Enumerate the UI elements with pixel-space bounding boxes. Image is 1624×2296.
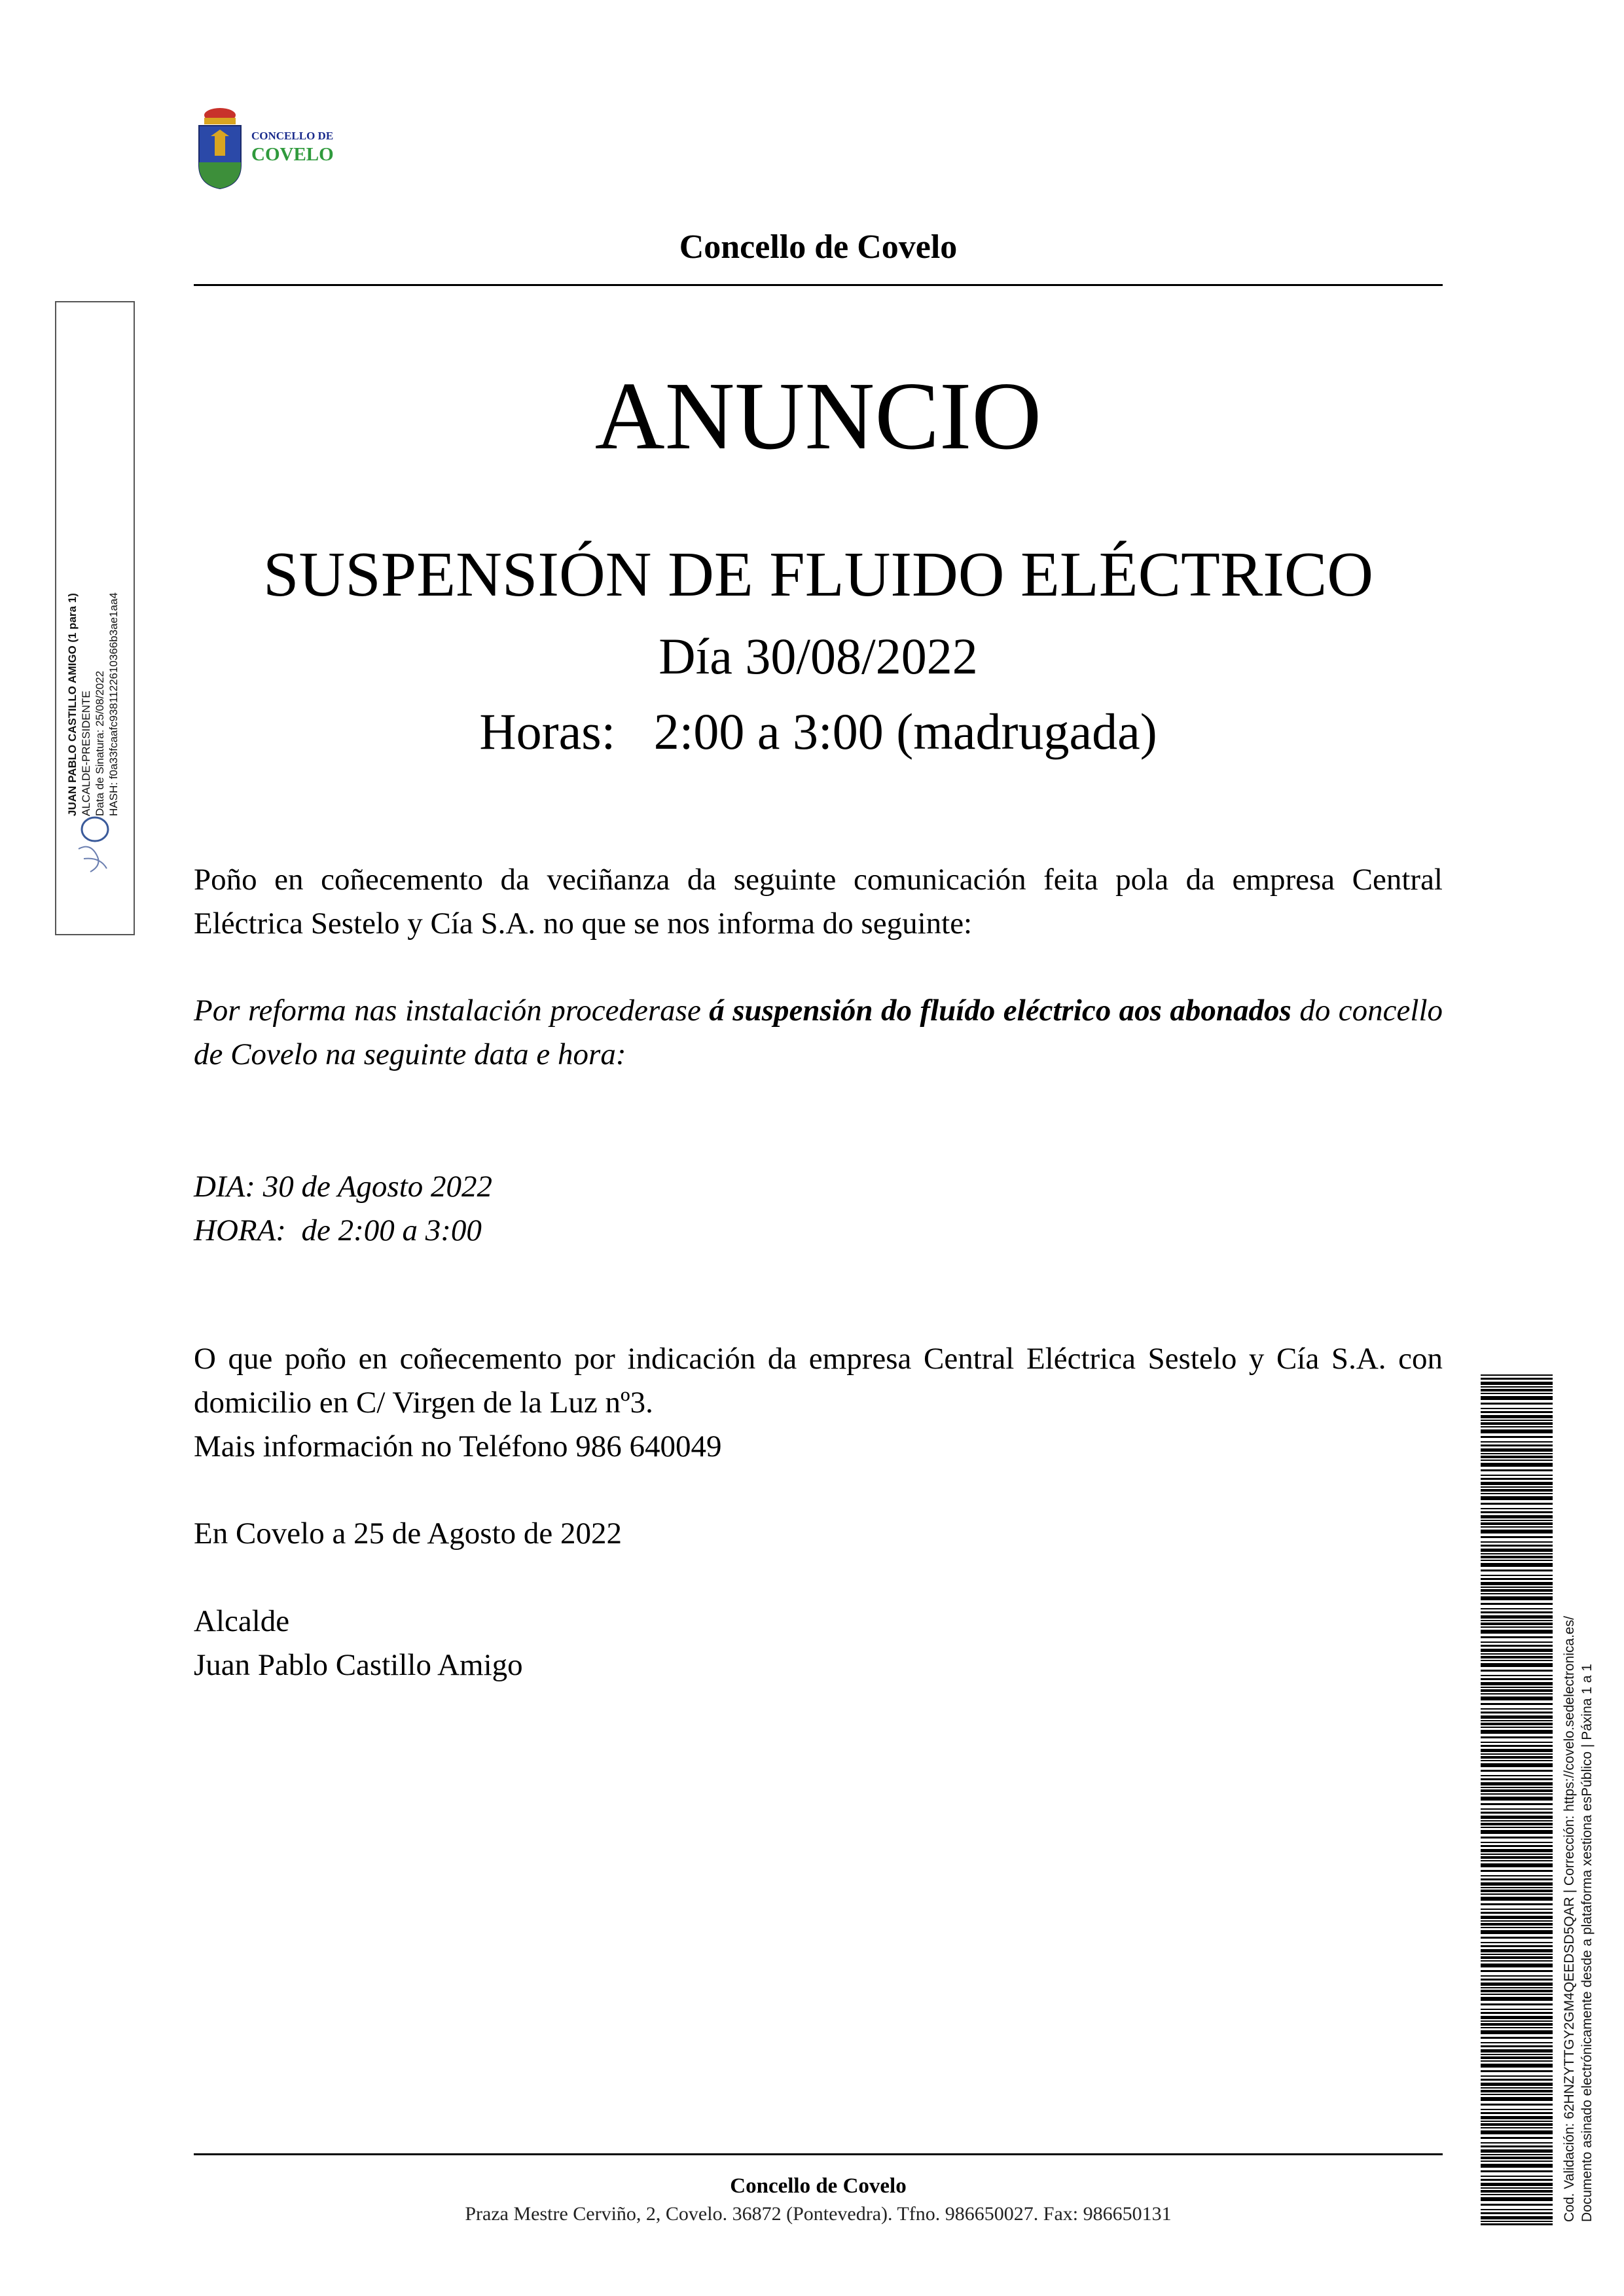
coat-of-arms-icon — [194, 105, 246, 193]
barcode-bar — [1481, 1623, 1553, 1625]
barcode-bar — [1481, 1778, 1553, 1780]
barcode-bar — [1481, 2020, 1553, 2022]
barcode-bar — [1481, 1608, 1553, 1609]
barcode-bar — [1481, 1875, 1553, 1876]
dia-line: DIA: 30 de Agosto 2022 — [194, 1170, 493, 1204]
barcode-bar — [1481, 1563, 1553, 1567]
barcode-bar — [1481, 2060, 1553, 2062]
barcode-bar — [1481, 2064, 1553, 2068]
barcode-bar — [1481, 1675, 1553, 1676]
barcode-bar — [1481, 1912, 1553, 1914]
barcode-bar — [1481, 1987, 1553, 1988]
barcode-bar — [1481, 1475, 1553, 1476]
barcode-bar — [1481, 1820, 1553, 1821]
barcode-bar — [1481, 1411, 1553, 1413]
signature-date: Data de Sinatura: 25/08/2022 — [94, 670, 106, 816]
barcode-bar — [1481, 1787, 1553, 1788]
header-divider — [194, 284, 1443, 286]
barcode-bar — [1481, 1582, 1553, 1585]
barcode-bar — [1481, 1496, 1553, 1500]
barcode-bar — [1481, 1663, 1553, 1667]
barcode-bar — [1481, 2221, 1553, 2222]
barcode-bar — [1481, 1460, 1553, 1461]
barcode-bar — [1481, 2075, 1553, 2077]
barcode-bar — [1481, 1520, 1553, 1521]
barcode-bar — [1481, 2190, 1553, 2193]
barcode-bar — [1481, 1982, 1553, 1986]
barcode-bar — [1481, 1849, 1553, 1852]
logo-line-1: CONCELLO DE — [251, 130, 334, 142]
validation-text — [1561, 1371, 1596, 2222]
barcode-bar — [1481, 2116, 1553, 2119]
barcode-bar — [1481, 2123, 1553, 2126]
barcode-bar — [1481, 2137, 1553, 2139]
header-title: Concello de Covelo — [679, 228, 958, 266]
barcode-bar — [1481, 1945, 1553, 1947]
barcode-bar — [1481, 2104, 1553, 2106]
barcode-bar — [1481, 1823, 1553, 1825]
barcode-bar — [1481, 2161, 1553, 2162]
barcode-bar — [1481, 1556, 1553, 1558]
barcode-bar — [1481, 2157, 1553, 2159]
barcode-bar — [1481, 1456, 1553, 1458]
barcode-bar — [1481, 2027, 1553, 2028]
barcode-bar — [1481, 1890, 1553, 1892]
barcode-bar — [1481, 1760, 1553, 1761]
barcode-bar — [1481, 1860, 1553, 1861]
barcode-bar — [1481, 1715, 1553, 1719]
barcode-bar — [1481, 1975, 1553, 1977]
barcode-bar — [1481, 1789, 1553, 1792]
barcode-bar — [1481, 1745, 1553, 1747]
barcode-bar — [1481, 1541, 1553, 1543]
barcode-bar — [1481, 2090, 1553, 2092]
barcode-bar — [1481, 1775, 1553, 1776]
barcode-bar — [1481, 1636, 1553, 1638]
validation-line-1: Cod. Validación: 62HNZYTTGY2GM4QEEDSD5QAR | Corrección: https://covelo.sedelectronica.es/ — [1562, 1616, 1577, 2222]
barcode-bar — [1481, 2112, 1553, 2114]
signature-box — [55, 301, 135, 935]
barcode-bar — [1481, 1812, 1553, 1814]
barcode-bar — [1481, 2154, 1553, 2155]
barcode-bar — [1481, 1396, 1553, 1400]
barcode-bar — [1481, 1522, 1553, 1525]
barcode-bar — [1481, 1979, 1553, 1981]
barcode-bar — [1481, 1575, 1553, 1576]
barcode-bar — [1481, 2012, 1553, 2014]
place-date: En Covelo a 25 de Agosto de 2022 — [194, 1516, 623, 1551]
barcode-bar — [1481, 1530, 1553, 1534]
barcode-bar — [1481, 2130, 1553, 2134]
barcode-bar — [1481, 1587, 1553, 1588]
barcode-bar — [1481, 1882, 1553, 1886]
barcode-bar — [1481, 2204, 1553, 2206]
barcode-bar — [1481, 1693, 1553, 1695]
barcode-bar — [1481, 2079, 1553, 2081]
barcode-bar — [1481, 1469, 1553, 1471]
barcode-bar — [1481, 1887, 1553, 1888]
barcode-bar — [1481, 1429, 1553, 1433]
barcode-bar — [1481, 1689, 1553, 1692]
barcode-bar — [1481, 1687, 1553, 1688]
barcode-bar — [1481, 1444, 1553, 1446]
notice-hours: Horas: 2:00 a 3:00 (madrugada) — [479, 703, 1157, 760]
barcode-bar — [1481, 1942, 1553, 1943]
barcode-bar — [1481, 1515, 1553, 1518]
barcode-bar — [1481, 1453, 1553, 1454]
quote-pre: Por reforma nas instalación procederase — [194, 994, 710, 1028]
barcode-bar — [1481, 1816, 1553, 1819]
barcode-bar — [1481, 2145, 1553, 2147]
barcode-bar — [1481, 1923, 1553, 1926]
barcode-bar — [1481, 1903, 1553, 1905]
barcode-bar — [1481, 1742, 1553, 1743]
barcode-bar — [1481, 1797, 1553, 1801]
barcode-bar — [1481, 1930, 1553, 1934]
barcode-bar — [1481, 1870, 1553, 1872]
barcode-bar — [1481, 1893, 1553, 1895]
barcode-bar — [1481, 1549, 1553, 1552]
barcode-bar — [1481, 2037, 1553, 2039]
barcode-bar — [1481, 2109, 1553, 2110]
barcode-bar — [1481, 1611, 1553, 1613]
quote-post: do concello de Covelo na seguinte data e hora: — [194, 994, 1443, 1071]
signer-name: Juan Pablo Castillo Amigo — [194, 1648, 523, 1682]
barcode-bar — [1481, 2164, 1553, 2168]
barcode-bar — [1481, 1426, 1553, 1427]
barcode-bar — [1481, 2121, 1553, 2122]
barcode-bar — [1481, 2009, 1553, 2010]
barcode-bar — [1481, 1589, 1553, 1592]
barcode-bar — [1481, 1393, 1553, 1394]
barcode-bar — [1481, 2209, 1553, 2210]
barcode-bar — [1481, 2179, 1553, 2181]
barcode-bar — [1481, 1660, 1553, 1661]
barcode-bar — [1481, 1723, 1553, 1725]
barcode-bar — [1481, 1420, 1553, 1421]
barcode-bar — [1481, 1808, 1553, 1810]
barcode-bar — [1481, 1593, 1553, 1594]
barcode-bar — [1481, 1782, 1553, 1785]
barcode-bar — [1481, 1842, 1553, 1843]
barcode-bar — [1481, 2070, 1553, 2072]
barcode-bar — [1481, 1596, 1553, 1600]
barcode-bar — [1481, 1916, 1553, 1919]
hora-line: HORA: de 2:00 a 3:00 — [194, 1213, 482, 1247]
barcode-bar — [1481, 2045, 1553, 2047]
barcode-bar — [1481, 1408, 1553, 1409]
intro-paragraph: Poño en coñecemento da veciñanza da seguinte comunicación feita pola da empresa Central Eléctrica Sestelo y Cía S.A. no que se nos informa do seguinte: — [194, 863, 1443, 941]
barcode-bar — [1481, 2187, 1553, 2189]
barcode-bar — [1481, 1378, 1553, 1380]
barcode-bar — [1481, 1656, 1553, 1659]
barcode-icon — [1481, 1374, 1553, 2225]
barcode-bar — [1481, 1508, 1553, 1509]
barcode-bar — [1481, 2030, 1553, 2034]
barcode-bar — [1481, 1603, 1553, 1605]
signer-role: Alcalde — [194, 1604, 290, 1638]
barcode-bar — [1481, 2149, 1553, 2153]
barcode-bar — [1481, 1997, 1553, 2001]
barcode-bar — [1481, 2170, 1553, 2172]
barcode-bar — [1481, 1763, 1553, 1767]
barcode-bar — [1481, 1927, 1553, 1928]
barcode-bar — [1481, 1830, 1553, 1834]
barcode-bar — [1481, 1878, 1553, 1880]
barcode-bar — [1481, 2194, 1553, 2195]
barcode-bar — [1481, 1736, 1553, 1738]
barcode-bar — [1481, 1670, 1553, 1672]
barcode-bar — [1481, 1545, 1553, 1547]
barcode-bar — [1481, 2197, 1553, 2201]
barcode-bar — [1481, 1493, 1553, 1494]
barcode-bar — [1481, 1463, 1553, 1467]
barcode-bar — [1481, 1511, 1553, 1513]
barcode-bar — [1481, 1730, 1553, 1734]
barcode-bar — [1481, 1553, 1553, 1554]
barcode-bar — [1481, 1970, 1553, 1972]
barcode-bar — [1481, 1909, 1553, 1910]
barcode-bar — [1481, 1793, 1553, 1795]
barcode-bar — [1481, 2083, 1553, 2086]
concello-logo — [194, 105, 351, 196]
barcode-bar — [1481, 1620, 1553, 1621]
quote-bold: á suspensión do fluído eléctrico aos abonados — [709, 994, 1291, 1028]
barcode-bar — [1481, 2212, 1553, 2214]
barcode-bar — [1481, 2016, 1553, 2019]
barcode-bar — [1481, 1708, 1553, 1710]
barcode-bar — [1481, 2127, 1553, 2128]
barcode-bar — [1481, 1837, 1553, 1839]
footer-name: Concello de Covelo — [730, 2174, 907, 2198]
barcode-bar — [1481, 1415, 1553, 1418]
closing-paragraph: O que poño en coñecemento por indicación da empresa Central Eléctrica Sestelo y Cía S.A. con domicilio en C/ Virgen de la Luz nº3. — [194, 1342, 1443, 1420]
barcode-bar — [1481, 1720, 1553, 1721]
barcode-bar — [1481, 1382, 1553, 1385]
barcode-bar — [1481, 1682, 1553, 1685]
barcode-bar — [1481, 1696, 1553, 1700]
barcode-bar — [1481, 1478, 1553, 1480]
barcode-bar — [1481, 2142, 1553, 2144]
barcode-bar — [1481, 1960, 1553, 1962]
barcode-bar — [1481, 1827, 1553, 1828]
barcode-bar — [1481, 1422, 1553, 1425]
barcode-bar — [1481, 1653, 1553, 1655]
barcode-bar — [1481, 1770, 1553, 1772]
barcode-bar — [1481, 1503, 1553, 1505]
barcode-bar — [1481, 2056, 1553, 2059]
signature-role: ALCALDE-PRESIDENTE — [80, 691, 92, 816]
barcode-bar — [1481, 1727, 1553, 1728]
barcode-bar — [1481, 2049, 1553, 2053]
barcode-bar — [1481, 1756, 1553, 1759]
stamp-icon — [71, 810, 119, 882]
barcode-bar — [1481, 1954, 1553, 1955]
barcode-bar — [1481, 1389, 1553, 1391]
barcode-bar — [1481, 1486, 1553, 1488]
barcode-bar — [1481, 1845, 1553, 1847]
barcode-bar — [1481, 1964, 1553, 1967]
barcode-bar — [1481, 2176, 1553, 2177]
barcode-bar — [1481, 2183, 1553, 2186]
barcode-bar — [1481, 1645, 1553, 1647]
barcode-bar — [1481, 1578, 1553, 1580]
barcode-bar — [1481, 1436, 1553, 1438]
barcode-bar — [1481, 1803, 1553, 1805]
footer-address: Praza Mestre Cerviño, 2, Covelo. 36872 (Pontevedra). Tfno. 986650027. Fax: 986650131 — [465, 2203, 1172, 2225]
barcode-bar — [1481, 1703, 1553, 1705]
quote-paragraph — [194, 989, 1443, 1077]
barcode-bar — [1481, 2003, 1553, 2005]
barcode-bar — [1481, 1949, 1553, 1952]
barcode-bar — [1481, 2097, 1553, 2101]
barcode-bar — [1481, 1386, 1553, 1388]
footer-divider — [194, 2153, 1443, 2155]
barcode-bar — [1481, 1678, 1553, 1680]
more-info-line: Mais información no Teléfono 986 640049 — [194, 1429, 722, 1463]
barcode-bar — [1481, 1990, 1553, 1992]
barcode-bar — [1481, 1854, 1553, 1855]
barcode-bar — [1481, 1448, 1553, 1452]
barcode-bar — [1481, 2094, 1553, 2095]
barcode-bar — [1481, 2023, 1553, 2026]
barcode-bar — [1481, 1482, 1553, 1485]
barcode-bar — [1481, 1937, 1553, 1939]
barcode-bar — [1481, 1712, 1553, 1713]
barcode-bar — [1481, 1489, 1553, 1492]
barcode-bar — [1481, 1536, 1553, 1538]
barcode-bar — [1481, 2216, 1553, 2219]
validation-line-2: Documento asinado electrónicamente desde a plataforma xestiona esPúblico | Páxina 1 a 1 — [1579, 1664, 1595, 2222]
barcode-bar — [1481, 1626, 1553, 1628]
barcode-bar — [1481, 1570, 1553, 1571]
barcode-bar — [1481, 1403, 1553, 1405]
barcode-bar — [1481, 1856, 1553, 1859]
barcode-bar — [1481, 1956, 1553, 1959]
barcode-bar — [1481, 1994, 1553, 1995]
barcode-bar — [1481, 1526, 1553, 1528]
barcode-bar — [1481, 2042, 1553, 2043]
barcode-bar — [1481, 1897, 1553, 1901]
notice-heading: ANUNCIO — [594, 363, 1042, 470]
signature-hash: HASH: f0a33fcaafc93811226103​66b3ae1aa4 — [107, 592, 120, 816]
barcode-bar — [1481, 1441, 1553, 1443]
barcode-bar — [1481, 1641, 1553, 1643]
barcode-bar — [1481, 1753, 1553, 1755]
barcode-bar — [1481, 1920, 1553, 1922]
notice-subtitle: SUSPENSIÓN DE FLUIDO ELÉCTRICO — [262, 539, 1373, 610]
logo-line-2: COVELO — [251, 144, 334, 165]
barcode-bar — [1481, 1374, 1553, 1376]
barcode-bar — [1481, 2223, 1553, 2225]
barcode-bar — [1481, 2087, 1553, 2089]
barcode-bar — [1481, 1649, 1553, 1652]
notice-date: Día 30/08/2022 — [659, 628, 978, 685]
barcode-bar — [1481, 2054, 1553, 2055]
signature-name: JUAN PABLO CASTILLO AMIGO (1 para 1) — [66, 593, 79, 816]
barcode-bar — [1481, 1749, 1553, 1752]
barcode-bar — [1481, 1615, 1553, 1619]
barcode-bar — [1481, 1863, 1553, 1867]
barcode-bar — [1481, 1630, 1553, 1634]
barcode-bar — [1481, 1560, 1553, 1561]
